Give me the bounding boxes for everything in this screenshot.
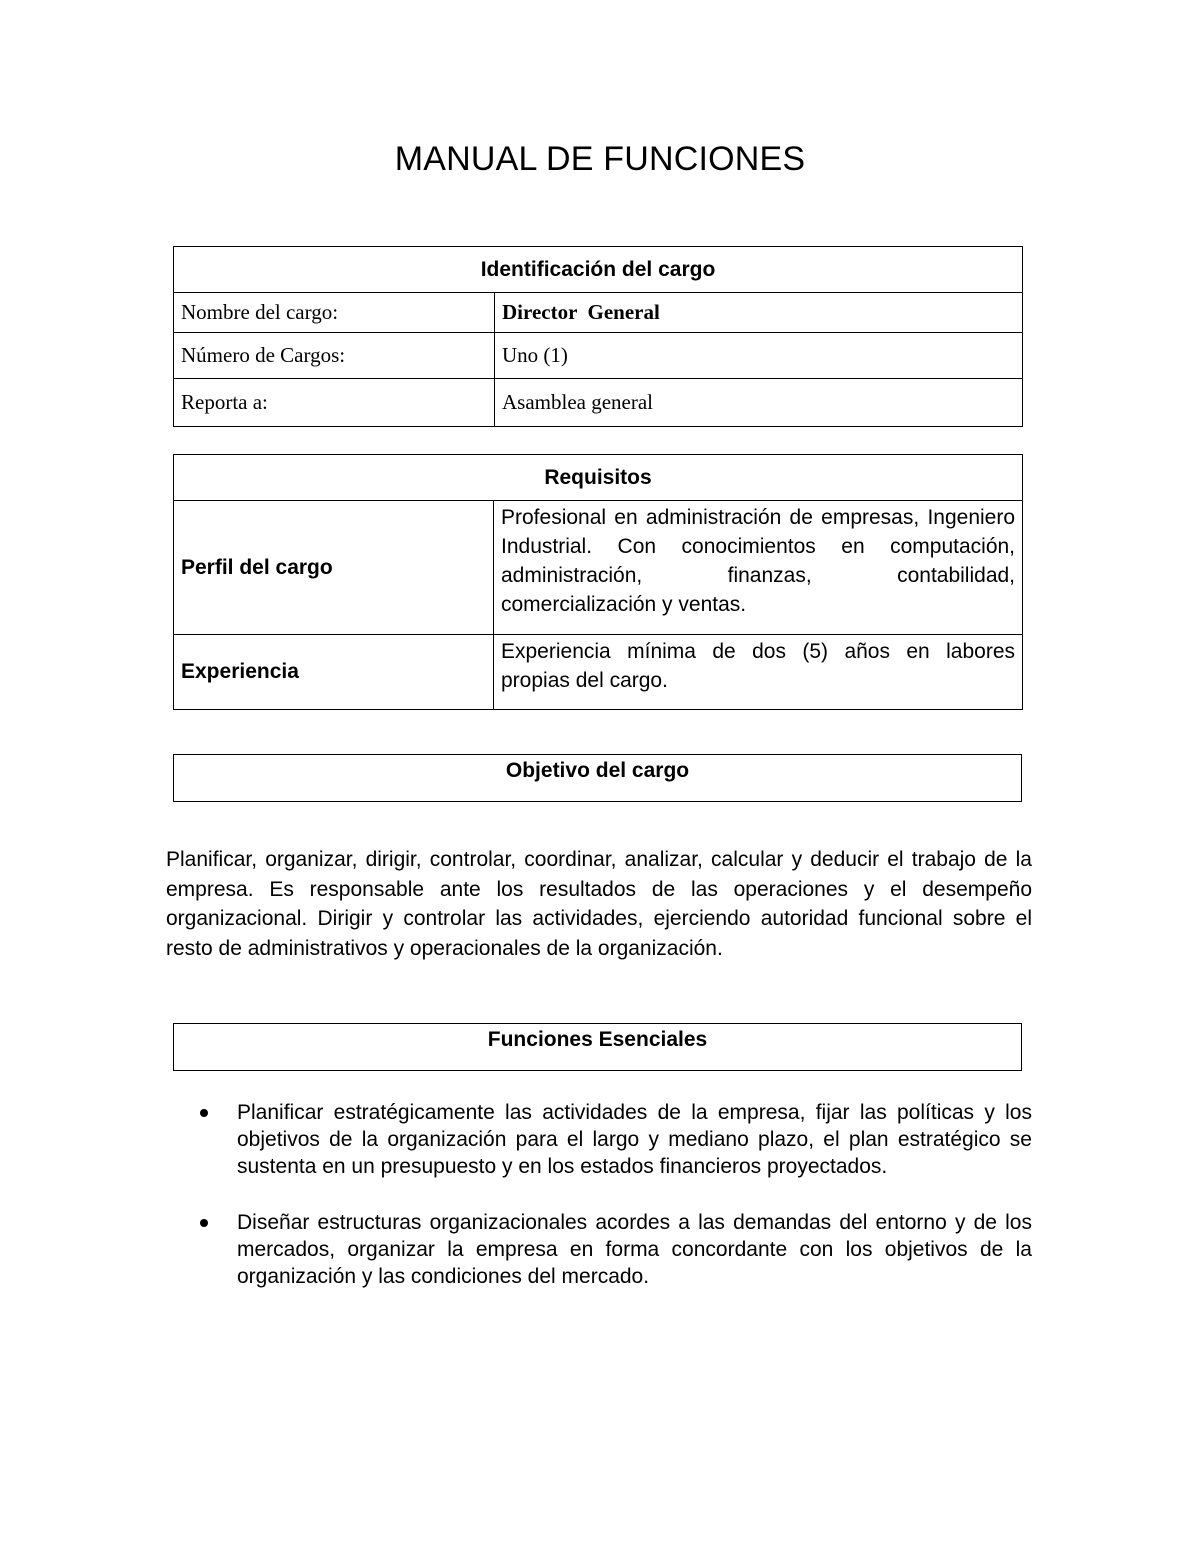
list-item bbox=[237, 1209, 1032, 1290]
list-item bbox=[237, 1099, 1032, 1180]
table-row bbox=[174, 333, 1023, 379]
perfil-value: Profesional en administración de empresas, Ingeniero Industrial. Con conocimientos en computación, administración, finanzas, contabilidad, comercialización y ventas. bbox=[494, 501, 1023, 635]
requisitos-header: Requisitos bbox=[174, 455, 1023, 501]
table-row bbox=[174, 635, 1023, 710]
objetivo-text: Planificar, organizar, dirigir, controlar, coordinar, analizar, calcular y deducir el trabajo de la empresa. Es responsable ante los resultados de las operaciones y el desempeño organizacional. Dirigir y controlar las actividades, ejerciendo autoridad funcional sobre el resto de administrativos y operacionales de la organización. bbox=[166, 848, 1032, 960]
objetivo-table bbox=[173, 754, 1022, 802]
funcion-text: Planificar estratégicamente las actividades de la empresa, fijar las políticas y los objetivos de la organización para el largo y mediano plazo, el plan estratégico se sustenta en un presupuesto y en los estados financieros proyectados. bbox=[237, 1101, 1032, 1178]
table-row bbox=[174, 293, 1023, 333]
identificacion-header: Identificación del cargo bbox=[174, 247, 1023, 293]
table-row bbox=[174, 379, 1023, 427]
funciones-table bbox=[173, 1023, 1022, 1071]
funciones-list bbox=[0, 1099, 1200, 1319]
requisitos-table bbox=[173, 454, 1023, 710]
reporta-label: Reporta a: bbox=[174, 379, 495, 427]
funciones-header: Funciones Esenciales bbox=[174, 1024, 1022, 1071]
bullet-icon bbox=[200, 1109, 208, 1117]
objetivo-header: Objetivo del cargo bbox=[174, 755, 1022, 802]
experiencia-label: Experiencia bbox=[174, 635, 494, 710]
nombre-cargo-label: Nombre del cargo: bbox=[174, 293, 495, 333]
bullet-icon bbox=[200, 1219, 208, 1227]
table-row bbox=[174, 501, 1023, 635]
numero-cargos-value: Uno (1) bbox=[495, 333, 1023, 379]
page-title: MANUAL DE FUNCIONES bbox=[394, 140, 806, 178]
experiencia-value: Experiencia mínima de dos (5) años en labores propias del cargo. bbox=[494, 635, 1023, 710]
perfil-label: Perfil del cargo bbox=[174, 501, 494, 635]
reporta-value: Asamblea general bbox=[495, 379, 1023, 427]
numero-cargos-label: Número de Cargos: bbox=[174, 333, 495, 379]
nombre-cargo-value: Director General bbox=[495, 293, 1023, 333]
identificacion-table bbox=[173, 246, 1023, 427]
funcion-text: Diseñar estructuras organizacionales acordes a las demandas del entorno y de los mercados, organizar la empresa en forma concordante con los objetivos de la organización y las condiciones del mercado. bbox=[237, 1211, 1032, 1288]
